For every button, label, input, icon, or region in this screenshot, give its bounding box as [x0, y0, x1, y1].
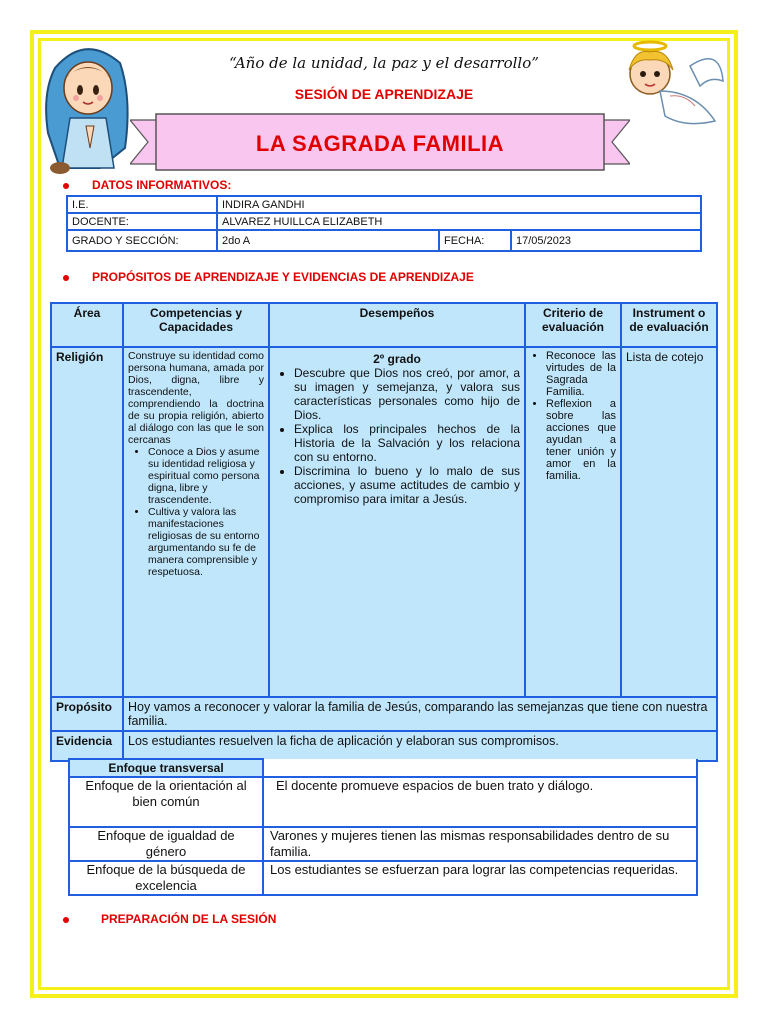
desempeno-item: • Descubre que Dios nos creó, por amor, a su imagen y semejanza, y valora sus características personales como hijo de Dios.	[294, 366, 520, 422]
header-desempenos: Desempeños	[269, 303, 525, 347]
instrumento-cell: Lista de cotejo	[621, 347, 717, 697]
datos-table	[66, 195, 702, 252]
grado-label: GRADO Y SECCIÓN:	[67, 230, 217, 251]
docente-label: DOCENTE:	[67, 213, 217, 230]
grado-value: 2do A	[217, 230, 439, 251]
ie-label: I.E.	[67, 196, 217, 213]
criterio-item: • Reconoce las virtudes de la Sagrada Familia.	[546, 350, 616, 398]
enfoque-text: Varones y mujeres tienen las mismas responsabilidades dentro de su familia.	[263, 827, 697, 861]
desempenos-cell	[269, 347, 525, 697]
enfoque-table	[68, 758, 698, 896]
capacidad-item: • Cultiva y valora las manifestaciones religiosas de su entorno argumentando su fe de manera comprensible y respetuosa.	[148, 506, 264, 578]
desempeno-item: • Explica los principales hechos de la Historia de la Salvación y los relaciona con su entorno.	[294, 422, 520, 464]
criterio-item: • Reflexion a sobre las acciones que ayudan a tener unión y amor en la familia.	[546, 398, 616, 482]
propositos-table	[50, 302, 718, 762]
header-criterio: Criterio de evaluación	[525, 303, 621, 347]
bullet-icon	[63, 183, 69, 189]
page-title: LA SAGRADA FAMILIA	[255, 131, 505, 156]
competencias-cell	[123, 347, 269, 697]
bullet-icon	[63, 917, 69, 923]
enfoque-text: El docente promueve espacios de buen trato y diálogo.	[263, 777, 697, 827]
grado-heading: 2º grado	[373, 352, 421, 366]
evidencia-label: Evidencia	[51, 731, 123, 761]
enfoque-header-blank	[263, 759, 697, 777]
propositos-heading: PROPÓSITOS DE APRENDIZAJE Y EVIDENCIAS DE APRENDIZAJE	[92, 270, 474, 284]
bullet-icon	[63, 275, 69, 281]
enfoque-label: Enfoque de la orientación al bien común	[69, 777, 263, 827]
enfoque-label: Enfoque de la búsqueda de excelencia	[69, 861, 263, 895]
area-cell: Religión	[51, 347, 123, 697]
enfoque-label: Enfoque de igualdad de género	[69, 827, 263, 861]
enfoque-text: Los estudiantes se esfuerzan para lograr las competencias requeridas.	[263, 861, 697, 895]
evidencia-text: Los estudiantes resuelven la ficha de aplicación y elaboran sus compromisos.	[123, 731, 717, 761]
session-label: SESIÓN DE APRENDIZAJE	[294, 86, 474, 102]
capacidad-item: • Conoce a Dios y asume su identidad religiosa y espiritual como persona digna, libre y trascendente.	[148, 446, 264, 506]
ie-value: INDIRA GANDHI	[217, 196, 701, 213]
preparacion-heading: PREPARACIÓN DE LA SESIÓN	[101, 912, 277, 926]
fecha-label: FECHA:	[439, 230, 511, 251]
angel-illustration	[615, 36, 725, 131]
proposito-text: Hoy vamos a reconocer y valorar la familia de Jesús, comparando las semejanzas que tiene con nuestra familia.	[123, 697, 717, 731]
header-competencias: Competencias y Capacidades	[123, 303, 269, 347]
year-motto: “Año de la unidad, la paz y el desarrollo”	[229, 54, 539, 72]
enfoque-header: Enfoque transversal	[69, 759, 263, 777]
header-area: Área	[51, 303, 123, 347]
desempeno-item: • Discrimina lo bueno y lo malo de sus acciones, y asume actitudes de cambio y compromiso para imitar a Jesús.	[294, 464, 520, 506]
docente-value: ALVAREZ HUILLCA ELIZABETH	[217, 213, 701, 230]
datos-heading: DATOS INFORMATIVOS:	[92, 178, 232, 192]
criterio-cell	[525, 347, 621, 697]
competencia-intro: Construye su identidad como persona humana, amada por Dios, digna, libre y trascendente, comprendiendo la doctrina de su propia religión, abierto al diálogo con las que le son cercanas	[128, 350, 264, 446]
fecha-value: 17/05/2023	[511, 230, 701, 251]
header-instrumento: Instrument o de evaluación	[621, 303, 717, 347]
proposito-label: Propósito	[51, 697, 123, 731]
